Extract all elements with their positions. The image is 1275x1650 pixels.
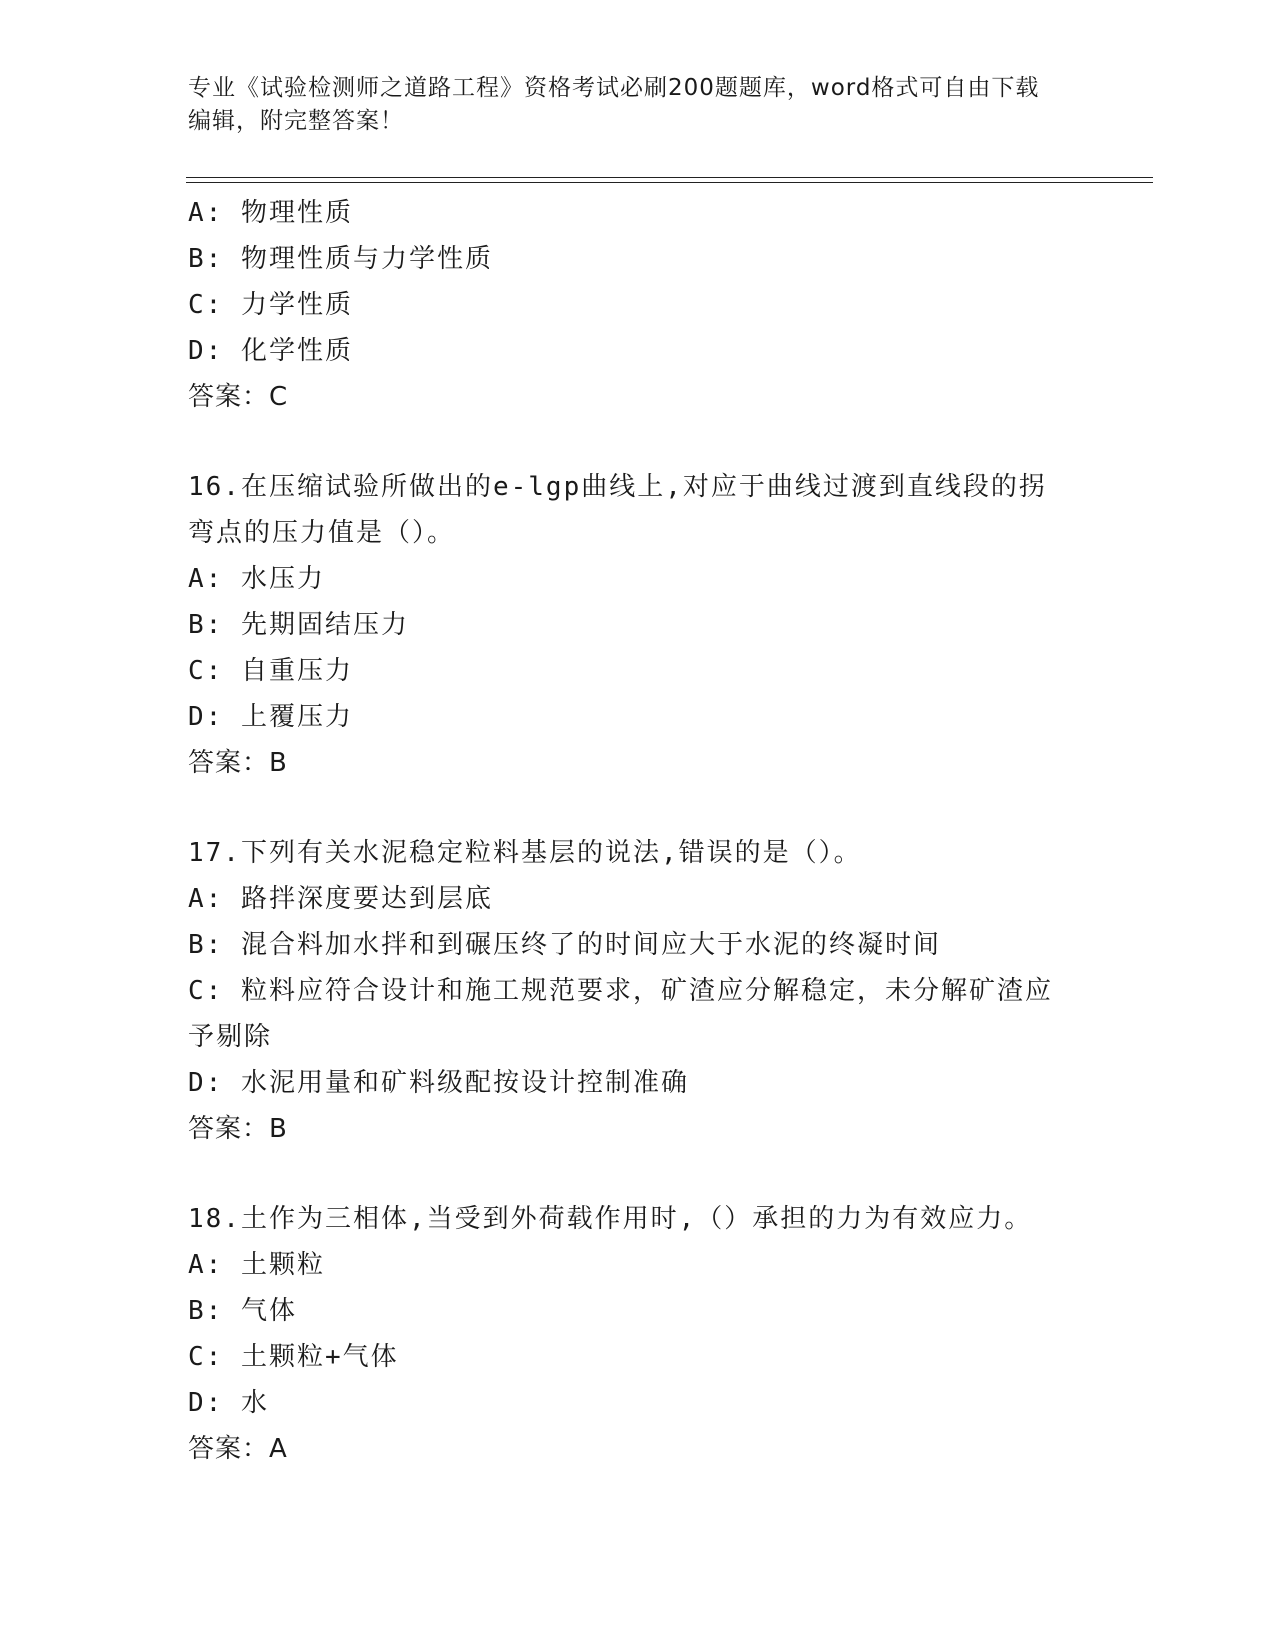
option-d: D: 水泥用量和矿料级配按设计控制准确 (188, 1068, 689, 1098)
option-a: A: 路拌深度要达到层底 (188, 884, 493, 914)
option-d: D: 化学性质 (188, 336, 353, 366)
option-c: C: 自重压力 (188, 656, 353, 686)
option-c-cont: 予剔除 (188, 1022, 273, 1052)
option-a: A: 物理性质 (188, 198, 353, 228)
header-line-2: 编辑，附完整答案！ (188, 108, 404, 134)
option-a: A: 水压力 (188, 564, 325, 594)
question-stem: 17.下列有关水泥稳定粒料基层的说法,错误的是（）。 (188, 838, 862, 868)
header-rule-bottom (186, 182, 1153, 183)
header-line-1: 专业《试验检测师之道路工程》资格考试必刷200题题库，word格式可自由下载 (188, 75, 1040, 101)
question-16 (188, 464, 1088, 786)
option-d: D: 水 (188, 1388, 269, 1418)
answer: 答案：C (188, 382, 289, 412)
answer: 答案：B (188, 1114, 288, 1144)
option-c: C: 力学性质 (188, 290, 353, 320)
header-rule-top (186, 177, 1153, 178)
question-stem: 16.在压缩试验所做出的e-lgp曲线上,对应于曲线过渡到直线段的拐 (188, 472, 1047, 502)
question-stem: 18.土作为三相体,当受到外荷载作用时,（）承担的力为有效应力。 (188, 1204, 1033, 1234)
option-b: B: 先期固结压力 (188, 610, 409, 640)
question-content (188, 190, 1088, 1472)
question-17 (188, 830, 1088, 1152)
option-a: A: 土颗粒 (188, 1250, 325, 1280)
question-15 (188, 190, 1088, 420)
option-d: D: 上覆压力 (188, 702, 353, 732)
option-b: B: 物理性质与力学性质 (188, 244, 493, 274)
answer: 答案：A (188, 1434, 288, 1464)
answer: 答案：B (188, 748, 288, 778)
option-b: B: 混合料加水拌和到碾压终了的时间应大于水泥的终凝时间 (188, 930, 941, 960)
question-stem-cont: 弯点的压力值是（）。 (188, 518, 456, 548)
option-b: B: 气体 (188, 1296, 297, 1326)
question-18 (188, 1196, 1088, 1472)
option-c: C: 土颗粒+气体 (188, 1342, 399, 1372)
document-header (188, 72, 1088, 138)
option-c: C: 粒料应符合设计和施工规范要求，矿渣应分解稳定，未分解矿渣应 (188, 976, 1053, 1006)
